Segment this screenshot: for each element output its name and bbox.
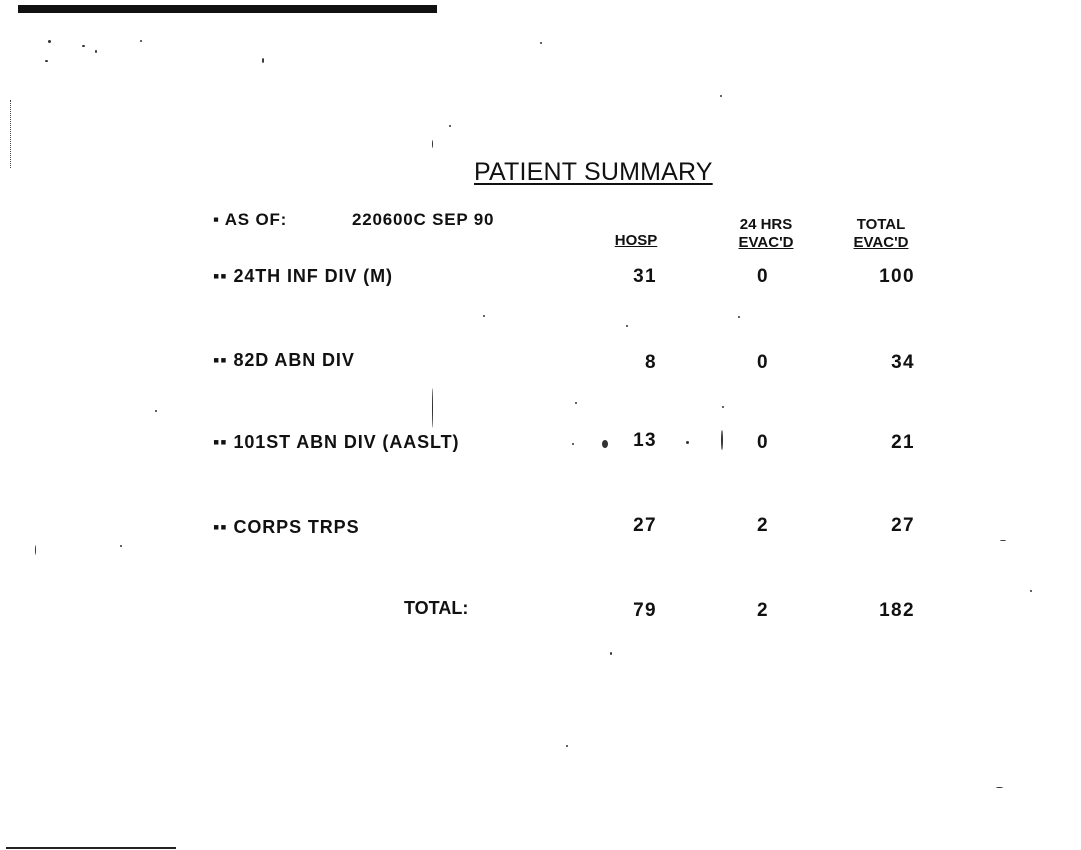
scan-artifact-line [10, 100, 11, 168]
hosp-value-82d-abn-div: 8 [645, 352, 657, 373]
total-evac-value: 182 [879, 600, 915, 621]
column-header-total-evacd [826, 216, 936, 252]
page-title: PATIENT SUMMARY [474, 158, 713, 186]
scan-speck [48, 40, 51, 43]
scan-speck [720, 95, 722, 97]
scan-speck [35, 545, 36, 555]
column-header-24hrs-line2: EVAC'D [738, 234, 794, 251]
column-header-total-line1: TOTAL [856, 216, 906, 233]
scan-speck [572, 443, 574, 445]
scan-speck [95, 50, 97, 53]
scan-speck [432, 140, 433, 148]
scan-speck [566, 745, 568, 747]
scan-speck [721, 430, 723, 450]
bottom-rule [6, 847, 176, 849]
evac24-value-corps-trps: 2 [757, 515, 769, 536]
scan-speck [610, 652, 612, 655]
column-header-24hrs-evacd [712, 216, 820, 252]
scan-speck [140, 40, 142, 42]
evac24-value-24th-inf-div: 0 [757, 266, 769, 287]
column-header-24hrs-line1: 24 HRS [739, 216, 793, 233]
scan-speck [1030, 590, 1032, 592]
unit-label-corps-trps: ▪▪ CORPS TRPS [213, 517, 360, 537]
unit-label-24th-inf-div: ▪▪ 24TH INF DIV (M) [213, 266, 393, 286]
hosp-value-24th-inf-div: 31 [633, 266, 657, 287]
hosp-value-101st-abn-div: 13 [633, 430, 657, 451]
scan-speck [262, 58, 264, 63]
scan-speck [449, 125, 451, 127]
scan-speck [626, 325, 628, 327]
hosp-value-corps-trps: 27 [633, 515, 657, 536]
scan-speck [738, 316, 740, 318]
scan-speck [1000, 540, 1006, 541]
evac24-value-101st-abn-div: 0 [757, 432, 769, 453]
total-evac24-value: 2 [757, 600, 769, 621]
scan-speck [155, 410, 157, 412]
scan-speck [722, 406, 724, 408]
scan-speck [82, 45, 85, 47]
total-value-corps-trps: 27 [891, 515, 915, 536]
scan-speck [45, 60, 48, 62]
scan-speck [686, 441, 689, 444]
total-value-82d-abn-div: 34 [891, 352, 915, 373]
column-header-total-line2: EVAC'D [853, 234, 909, 251]
column-header-hosp [598, 232, 674, 250]
as-of-date: 220600C SEP 90 [352, 210, 495, 229]
total-hosp-value: 79 [633, 600, 657, 621]
column-header-hosp-text: HOSP [614, 232, 658, 249]
total-label: TOTAL: [404, 598, 469, 618]
scan-speck [996, 787, 1003, 788]
scan-speck [432, 388, 433, 428]
scan-speck [483, 315, 485, 317]
unit-label-101st-abn-div: ▪▪ 101ST ABN DIV (AASLT) [213, 432, 460, 452]
scan-speck [120, 545, 122, 547]
total-value-101st-abn-div: 21 [891, 432, 915, 453]
evac24-value-82d-abn-div: 0 [757, 352, 769, 373]
as-of-label: ▪ AS OF: [213, 210, 288, 229]
top-redaction-bar [18, 5, 437, 13]
scan-speck [575, 402, 577, 404]
scan-speck [540, 42, 542, 44]
unit-label-82d-abn-div: ▪▪ 82D ABN DIV [213, 350, 355, 370]
scan-speck [602, 440, 608, 448]
total-value-24th-inf-div: 100 [879, 266, 915, 287]
